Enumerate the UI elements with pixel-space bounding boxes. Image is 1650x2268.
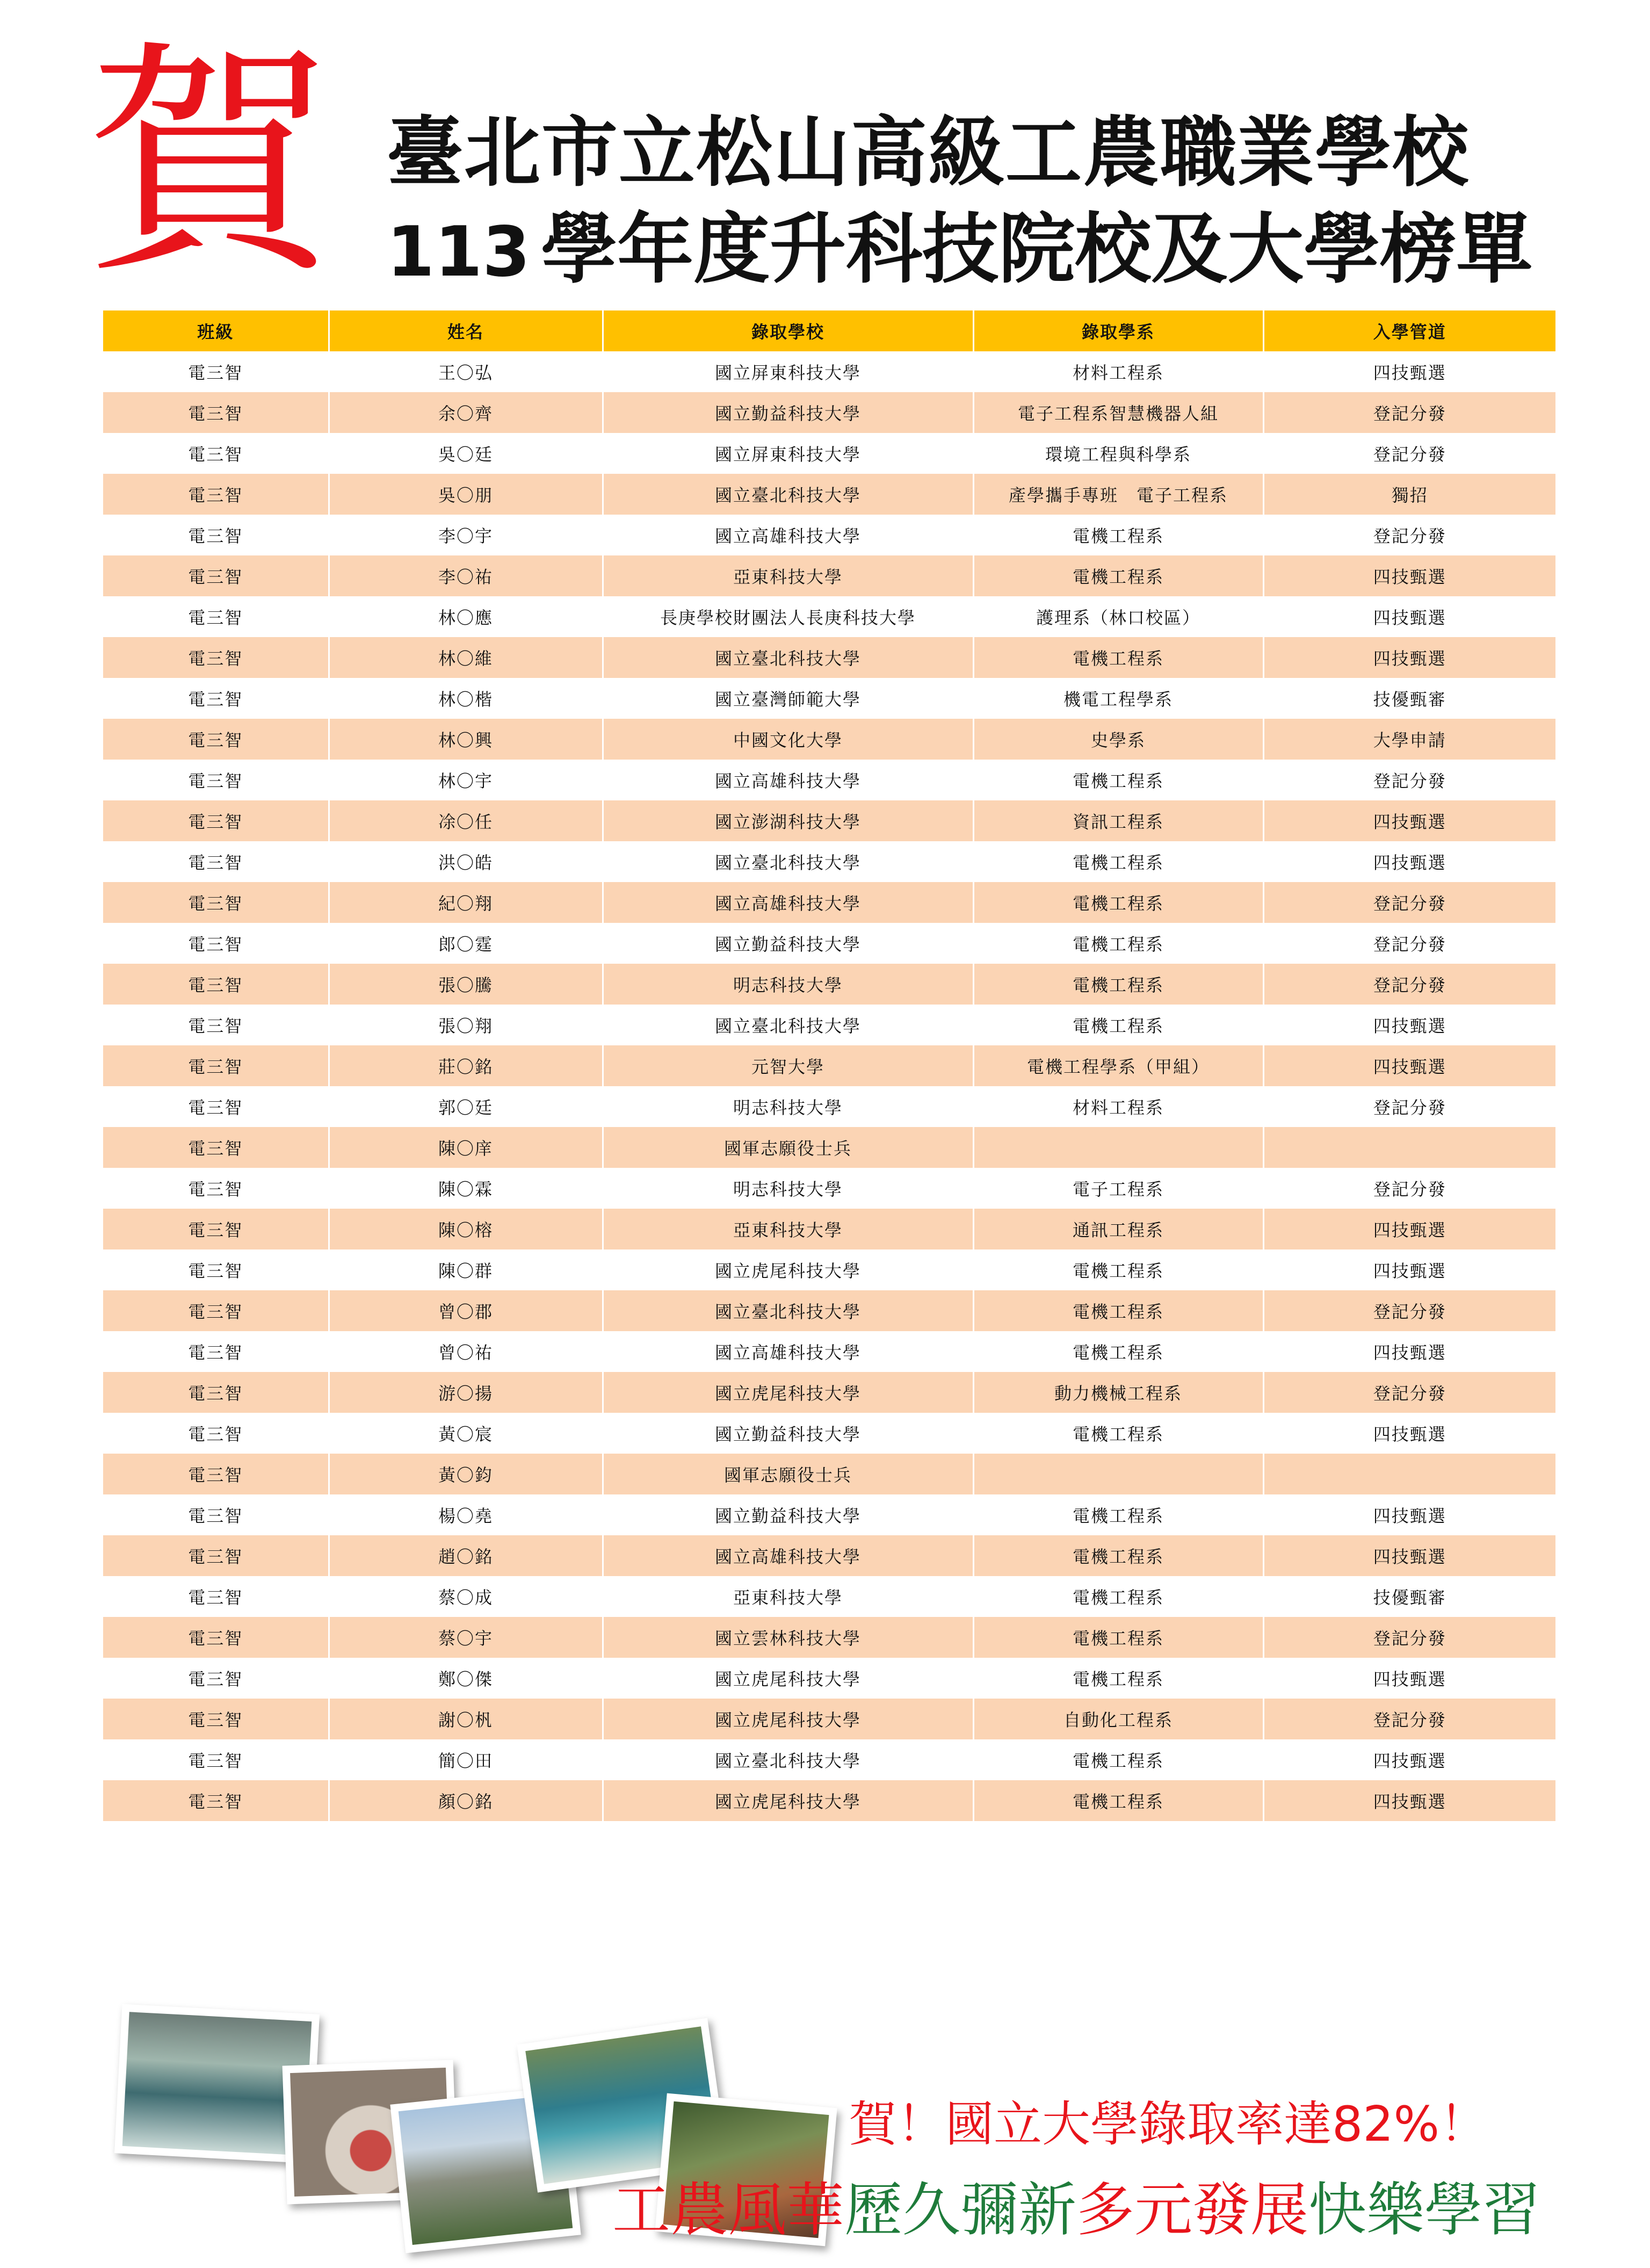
cell-class: 電三智 xyxy=(103,923,329,964)
cell-student-name: 趙〇銘 xyxy=(329,1535,603,1576)
cell-admission-channel: 技優甄審 xyxy=(1263,678,1555,719)
cell-department: 電機工程系 xyxy=(973,1535,1263,1576)
cell-student-name: 洪〇皓 xyxy=(329,841,603,882)
cell-department: 電機工程系 xyxy=(973,1249,1263,1290)
column-header-name: 姓名 xyxy=(329,310,603,351)
cell-student-name: 曾〇祐 xyxy=(329,1331,603,1372)
cell-school: 國立勤益科技大學 xyxy=(603,1494,973,1535)
cell-department: 產學攜手專班 電子工程系 xyxy=(973,474,1263,515)
cell-student-name: 楊〇堯 xyxy=(329,1494,603,1535)
column-header-school: 錄取學校 xyxy=(603,310,973,351)
cell-student-name: 吳〇廷 xyxy=(329,433,603,474)
cell-class: 電三智 xyxy=(103,1535,329,1576)
slogan-part: 多元發展 xyxy=(1076,2177,1309,2244)
cell-admission-channel: 四技甄選 xyxy=(1263,1535,1555,1576)
cell-class: 電三智 xyxy=(103,1127,329,1168)
cell-student-name: 蔡〇成 xyxy=(329,1576,603,1617)
cell-student-name: 吳〇朋 xyxy=(329,474,603,515)
cell-student-name: 林〇楷 xyxy=(329,678,603,719)
cell-department: 電機工程系 xyxy=(973,1413,1263,1454)
table-row xyxy=(103,515,1555,555)
cell-school: 國立臺北科技大學 xyxy=(603,1005,973,1045)
cell-admission-channel: 登記分發 xyxy=(1263,515,1555,555)
cell-admission-channel: 登記分發 xyxy=(1263,392,1555,433)
cell-class: 電三智 xyxy=(103,392,329,433)
cell-student-name: 鄭〇傑 xyxy=(329,1658,603,1699)
table-row xyxy=(103,474,1555,515)
cell-class: 電三智 xyxy=(103,515,329,555)
slogan-part: 快樂學習 xyxy=(1308,2177,1541,2244)
cell-admission-channel: 獨招 xyxy=(1263,474,1555,515)
cell-admission-channel: 四技甄選 xyxy=(1263,1413,1555,1454)
congrats-character: 賀 xyxy=(86,20,333,307)
cell-student-name: 張〇騰 xyxy=(329,964,603,1005)
cell-school: 國立臺北科技大學 xyxy=(603,637,973,678)
cell-department: 通訊工程系 xyxy=(973,1209,1263,1249)
cell-class: 電三智 xyxy=(103,1249,329,1290)
cell-admission-channel: 四技甄選 xyxy=(1263,555,1555,596)
cell-class: 電三智 xyxy=(103,1086,329,1127)
cell-department xyxy=(973,1127,1263,1168)
cell-department: 電機工程系 xyxy=(973,1290,1263,1331)
table-row xyxy=(103,882,1555,923)
table-row xyxy=(103,1331,1555,1372)
cell-department: 電機工程系 xyxy=(973,923,1263,964)
cell-student-name: 蔡〇宇 xyxy=(329,1617,603,1658)
cell-class: 電三智 xyxy=(103,964,329,1005)
cell-student-name: 張〇翔 xyxy=(329,1005,603,1045)
cell-admission-channel: 登記分發 xyxy=(1263,1617,1555,1658)
cell-student-name: 黃〇宸 xyxy=(329,1413,603,1454)
cell-student-name: 郎〇霆 xyxy=(329,923,603,964)
cell-school: 國立澎湖科技大學 xyxy=(603,800,973,841)
cell-department: 電機工程系 xyxy=(973,1494,1263,1535)
cell-admission-channel xyxy=(1263,1127,1555,1168)
cell-department: 電機工程系 xyxy=(973,555,1263,596)
list-title xyxy=(387,204,1590,298)
cell-class: 電三智 xyxy=(103,678,329,719)
cell-department: 電子工程系 xyxy=(973,1168,1263,1209)
table-row xyxy=(103,760,1555,800)
cell-class: 電三智 xyxy=(103,474,329,515)
cell-student-name: 林〇宇 xyxy=(329,760,603,800)
cell-school: 國立臺灣師範大學 xyxy=(603,678,973,719)
cell-school: 國立虎尾科技大學 xyxy=(603,1249,973,1290)
cell-student-name: 林〇興 xyxy=(329,719,603,760)
cell-admission-channel: 四技甄選 xyxy=(1263,351,1555,392)
cell-student-name: 林〇維 xyxy=(329,637,603,678)
cell-student-name: 林〇應 xyxy=(329,596,603,637)
cell-student-name: 王〇弘 xyxy=(329,351,603,392)
cell-student-name: 曾〇郡 xyxy=(329,1290,603,1331)
table-row xyxy=(103,1168,1555,1209)
table-row xyxy=(103,1413,1555,1454)
table-row xyxy=(103,637,1555,678)
cell-admission-channel: 四技甄選 xyxy=(1263,1209,1555,1249)
cell-student-name: 凃〇任 xyxy=(329,800,603,841)
cell-class: 電三智 xyxy=(103,1209,329,1249)
cell-class: 電三智 xyxy=(103,1005,329,1045)
cell-admission-channel: 登記分發 xyxy=(1263,964,1555,1005)
table-row xyxy=(103,841,1555,882)
cell-admission-channel: 登記分發 xyxy=(1263,882,1555,923)
table-row xyxy=(103,923,1555,964)
cell-admission-channel: 登記分發 xyxy=(1263,760,1555,800)
table-row xyxy=(103,1209,1555,1249)
cell-school: 國立臺北科技大學 xyxy=(603,1290,973,1331)
cell-admission-channel: 四技甄選 xyxy=(1263,1005,1555,1045)
cell-class: 電三智 xyxy=(103,433,329,474)
cell-department: 電機工程系 xyxy=(973,637,1263,678)
cell-school: 國立虎尾科技大學 xyxy=(603,1658,973,1699)
school-title: 臺北市立松山高級工農職業學校 xyxy=(387,109,1470,197)
cell-school: 國立臺北科技大學 xyxy=(603,841,973,882)
cell-class: 電三智 xyxy=(103,882,329,923)
cell-department: 動力機械工程系 xyxy=(973,1372,1263,1413)
cell-admission-channel: 四技甄選 xyxy=(1263,800,1555,841)
cell-admission-channel: 四技甄選 xyxy=(1263,1494,1555,1535)
admission-rate-banner: 賀！國立大學錄取率達82%！ xyxy=(849,2096,1488,2153)
cell-school: 國立虎尾科技大學 xyxy=(603,1780,973,1821)
table-row xyxy=(103,964,1555,1005)
cell-department: 護理系（林口校區） xyxy=(973,596,1263,637)
cell-admission-channel: 四技甄選 xyxy=(1263,1249,1555,1290)
table-row xyxy=(103,1535,1555,1576)
photo-collage xyxy=(107,1977,698,2202)
cell-class: 電三智 xyxy=(103,760,329,800)
table-row xyxy=(103,596,1555,637)
cell-admission-channel: 登記分發 xyxy=(1263,1290,1555,1331)
cell-school: 長庚學校財團法人長庚科技大學 xyxy=(603,596,973,637)
cell-admission-channel: 登記分發 xyxy=(1263,433,1555,474)
cell-school: 國軍志願役士兵 xyxy=(603,1454,973,1494)
cell-class: 電三智 xyxy=(103,1617,329,1658)
cell-class: 電三智 xyxy=(103,1045,329,1086)
cell-student-name: 簡〇田 xyxy=(329,1739,603,1780)
table-header-row xyxy=(103,310,1555,351)
cell-admission-channel: 登記分發 xyxy=(1263,923,1555,964)
cell-student-name: 謝〇杋 xyxy=(329,1699,603,1739)
cell-student-name: 游〇揚 xyxy=(329,1372,603,1413)
table-row xyxy=(103,392,1555,433)
table-row xyxy=(103,1290,1555,1331)
cell-admission-channel: 登記分發 xyxy=(1263,1372,1555,1413)
cell-admission-channel: 四技甄選 xyxy=(1263,637,1555,678)
cell-admission-channel: 技優甄審 xyxy=(1263,1576,1555,1617)
table-row xyxy=(103,678,1555,719)
cell-school: 國立臺北科技大學 xyxy=(603,474,973,515)
cell-admission-channel: 四技甄選 xyxy=(1263,841,1555,882)
table-row xyxy=(103,1658,1555,1699)
table-row xyxy=(103,1127,1555,1168)
cell-department: 電機工程系 xyxy=(973,964,1263,1005)
cell-department: 電機工程系 xyxy=(973,760,1263,800)
cell-admission-channel: 大學申請 xyxy=(1263,719,1555,760)
cell-class: 電三智 xyxy=(103,1494,329,1535)
table-row xyxy=(103,1739,1555,1780)
cell-department: 機電工程學系 xyxy=(973,678,1263,719)
column-header-class: 班級 xyxy=(103,310,329,351)
cell-student-name: 黃〇鈞 xyxy=(329,1454,603,1494)
cell-department: 電機工程系 xyxy=(973,1005,1263,1045)
cell-student-name: 陳〇霖 xyxy=(329,1168,603,1209)
cell-class: 電三智 xyxy=(103,841,329,882)
admission-table xyxy=(103,310,1555,1821)
cell-admission-channel: 四技甄選 xyxy=(1263,1739,1555,1780)
slogan-part: 歷久彌新 xyxy=(844,2177,1077,2244)
cell-admission-channel: 登記分發 xyxy=(1263,1168,1555,1209)
cell-school: 亞東科技大學 xyxy=(603,1209,973,1249)
cell-student-name: 余〇齊 xyxy=(329,392,603,433)
cell-department: 電機工程系 xyxy=(973,1658,1263,1699)
cell-department: 電機工程系 xyxy=(973,882,1263,923)
cell-class: 電三智 xyxy=(103,1413,329,1454)
cell-student-name: 郭〇廷 xyxy=(329,1086,603,1127)
cell-student-name: 顏〇銘 xyxy=(329,1780,603,1821)
cell-school: 國立虎尾科技大學 xyxy=(603,1372,973,1413)
cell-class: 電三智 xyxy=(103,1739,329,1780)
cell-student-name: 莊〇銘 xyxy=(329,1045,603,1086)
cell-student-name: 李〇祐 xyxy=(329,555,603,596)
cell-school: 國立高雄科技大學 xyxy=(603,760,973,800)
cell-department: 電機工程系 xyxy=(973,1576,1263,1617)
table-row xyxy=(103,1086,1555,1127)
cell-class: 電三智 xyxy=(103,1168,329,1209)
table-row xyxy=(103,1045,1555,1086)
cell-school: 明志科技大學 xyxy=(603,964,973,1005)
cell-department: 環境工程與科學系 xyxy=(973,433,1263,474)
list-title-text: 學年度升科技院校及大學榜單 xyxy=(541,205,1533,294)
school-slogan xyxy=(612,2176,1540,2245)
cell-class: 電三智 xyxy=(103,351,329,392)
cell-student-name: 陳〇群 xyxy=(329,1249,603,1290)
cell-department: 電機工程系 xyxy=(973,515,1263,555)
table-row xyxy=(103,1249,1555,1290)
cell-school: 國立虎尾科技大學 xyxy=(603,1699,973,1739)
cell-class: 電三智 xyxy=(103,1331,329,1372)
cell-admission-channel: 登記分發 xyxy=(1263,1699,1555,1739)
cell-admission-channel: 四技甄選 xyxy=(1263,1331,1555,1372)
cell-student-name: 陳〇庠 xyxy=(329,1127,603,1168)
cell-class: 電三智 xyxy=(103,1372,329,1413)
column-header-department: 錄取學系 xyxy=(973,310,1263,351)
cell-class: 電三智 xyxy=(103,1576,329,1617)
table-row xyxy=(103,1454,1555,1494)
table-body xyxy=(103,351,1555,1821)
cell-student-name: 陳〇榕 xyxy=(329,1209,603,1249)
cell-school: 國立屏東科技大學 xyxy=(603,351,973,392)
table-row xyxy=(103,433,1555,474)
academic-year: 113 xyxy=(387,212,531,292)
cell-school: 國立臺北科技大學 xyxy=(603,1739,973,1780)
cell-class: 電三智 xyxy=(103,1290,329,1331)
table-row xyxy=(103,1372,1555,1413)
cell-school: 亞東科技大學 xyxy=(603,555,973,596)
table-row xyxy=(103,555,1555,596)
cell-school: 國立高雄科技大學 xyxy=(603,1331,973,1372)
cell-department xyxy=(973,1454,1263,1494)
table-row xyxy=(103,351,1555,392)
table-row xyxy=(103,1699,1555,1739)
cell-department: 電機工程系 xyxy=(973,1780,1263,1821)
cell-department: 史學系 xyxy=(973,719,1263,760)
table-row xyxy=(103,1617,1555,1658)
cell-school: 國立勤益科技大學 xyxy=(603,1413,973,1454)
cell-school: 明志科技大學 xyxy=(603,1168,973,1209)
cell-class: 電三智 xyxy=(103,596,329,637)
table-row xyxy=(103,1576,1555,1617)
cell-department: 自動化工程系 xyxy=(973,1699,1263,1739)
cell-school: 國立勤益科技大學 xyxy=(603,392,973,433)
cell-department: 材料工程系 xyxy=(973,1086,1263,1127)
cell-school: 國立勤益科技大學 xyxy=(603,923,973,964)
cell-school: 國立高雄科技大學 xyxy=(603,882,973,923)
cell-admission-channel: 登記分發 xyxy=(1263,1086,1555,1127)
cell-admission-channel: 四技甄選 xyxy=(1263,1045,1555,1086)
cell-admission-channel: 四技甄選 xyxy=(1263,1658,1555,1699)
cell-department: 資訊工程系 xyxy=(973,800,1263,841)
cell-class: 電三智 xyxy=(103,1454,329,1494)
cell-admission-channel: 四技甄選 xyxy=(1263,596,1555,637)
cell-school: 亞東科技大學 xyxy=(603,1576,973,1617)
table-row xyxy=(103,1005,1555,1045)
cell-department: 材料工程系 xyxy=(973,351,1263,392)
cell-school: 國立雲林科技大學 xyxy=(603,1617,973,1658)
cell-school: 中國文化大學 xyxy=(603,719,973,760)
table-row xyxy=(103,800,1555,841)
cell-class: 電三智 xyxy=(103,800,329,841)
cell-department: 電機工程學系（甲組） xyxy=(973,1045,1263,1086)
cell-class: 電三智 xyxy=(103,555,329,596)
cell-school: 國立高雄科技大學 xyxy=(603,1535,973,1576)
cell-department: 電機工程系 xyxy=(973,1331,1263,1372)
cell-admission-channel: 四技甄選 xyxy=(1263,1780,1555,1821)
table-row xyxy=(103,1780,1555,1821)
cell-class: 電三智 xyxy=(103,719,329,760)
cell-class: 電三智 xyxy=(103,1699,329,1739)
slogan-part: 工農風華 xyxy=(612,2177,845,2244)
cell-class: 電三智 xyxy=(103,1780,329,1821)
table-row xyxy=(103,719,1555,760)
cell-school: 國立高雄科技大學 xyxy=(603,515,973,555)
cell-admission-channel xyxy=(1263,1454,1555,1494)
cell-school: 元智大學 xyxy=(603,1045,973,1086)
cell-school: 國立屏東科技大學 xyxy=(603,433,973,474)
cell-student-name: 李〇宇 xyxy=(329,515,603,555)
cell-department: 電子工程系智慧機器人組 xyxy=(973,392,1263,433)
cell-department: 電機工程系 xyxy=(973,1739,1263,1780)
table-row xyxy=(103,1494,1555,1535)
cell-school: 明志科技大學 xyxy=(603,1086,973,1127)
cell-school: 國軍志願役士兵 xyxy=(603,1127,973,1168)
cell-department: 電機工程系 xyxy=(973,1617,1263,1658)
column-header-admission-channel: 入學管道 xyxy=(1263,310,1555,351)
cell-class: 電三智 xyxy=(103,1658,329,1699)
cell-student-name: 紀〇翔 xyxy=(329,882,603,923)
cell-department: 電機工程系 xyxy=(973,841,1263,882)
cell-class: 電三智 xyxy=(103,637,329,678)
